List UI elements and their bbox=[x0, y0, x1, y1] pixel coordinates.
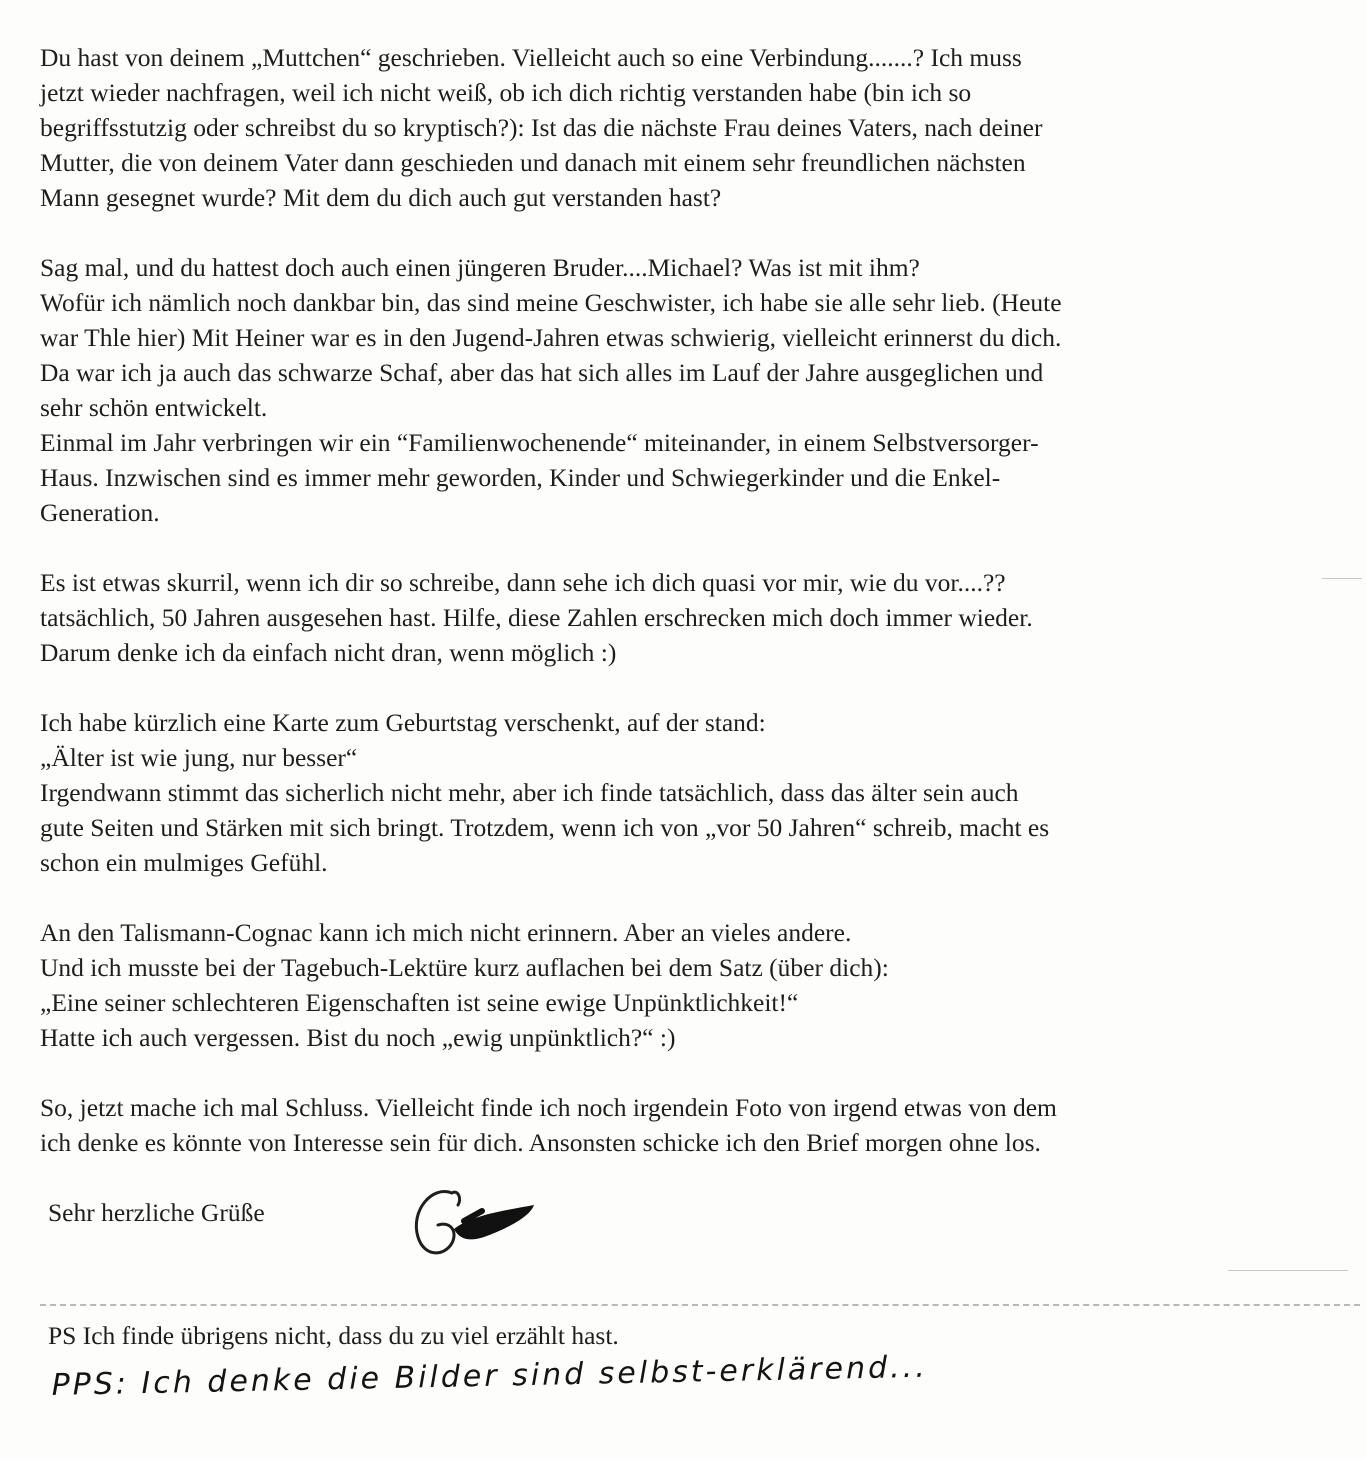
letter-line: sehr schön entwickelt. bbox=[40, 393, 268, 422]
letter-line: Einmal im Jahr verbringen wir ein “Familienwochenende“ miteinander, in einem Selbstversorger- bbox=[40, 428, 1039, 457]
letter-line: Ich habe kürzlich eine Karte zum Geburtstag verschenkt, auf der stand: bbox=[40, 708, 766, 737]
letter-line: begriffsstutzig oder schreibst du so kryptisch?): Ist das die nächste Frau deines Vaters, nach deiner bbox=[40, 113, 1043, 142]
letter-line: Und ich musste bei der Tagebuch-Lektüre kurz auflachen bei dem Satz (über dich): bbox=[40, 953, 889, 982]
letter-line: Wofür ich nämlich noch dankbar bin, das sind meine Geschwister, ich habe sie alle sehr lieb. (Heute bbox=[40, 288, 1062, 317]
letter-line: Sag mal, und du hattest doch auch einen jüngeren Bruder....Michael? Was ist mit ihm? bbox=[40, 253, 920, 282]
letter-line: „Eine seiner schlechteren Eigenschaften ist seine ewige Unpünktlichkeit!“ bbox=[40, 988, 799, 1017]
letter-body bbox=[40, 40, 1270, 1275]
letter-line: Mutter, die von deinem Vater dann geschieden und danach mit einem sehr freundlichen nächsten bbox=[40, 148, 1026, 177]
letter-line: An den Talismann-Cognac kann ich mich nicht erinnern. Aber an vieles andere. bbox=[40, 918, 852, 947]
letter-line: ich denke es könnte von Interesse sein für dich. Ansonsten schicke ich den Brief morgen ohne los. bbox=[40, 1128, 1041, 1157]
tear-off-divider bbox=[40, 1304, 1360, 1306]
postscript: PS Ich finde übrigens nicht, dass du zu viel erzählt hast. bbox=[48, 1321, 619, 1350]
letter-line: „Älter ist wie jung, nur besser“ bbox=[40, 743, 358, 772]
handwritten-signature-icon bbox=[402, 1171, 552, 1271]
letter-paragraph bbox=[40, 1090, 1270, 1160]
letter-line: war Thle hier) Mit Heiner war es in den Jugend-Jahren etwas schwierig, vielleicht erinnerst du dich. bbox=[40, 323, 1062, 352]
letter-paragraph bbox=[40, 705, 1270, 880]
letter-paragraph bbox=[40, 250, 1270, 530]
letter-line: gute Seiten und Stärken mit sich bringt. Trotzdem, wenn ich von „vor 50 Jahren“ schreib, macht es bbox=[40, 813, 1050, 842]
letter-line: Mann gesegnet wurde? Mit dem du dich auch gut verstanden hast? bbox=[40, 183, 722, 212]
closing-row bbox=[40, 1195, 1270, 1275]
letter-paragraph bbox=[40, 40, 1270, 215]
letter-line: Da war ich ja auch das schwarze Schaf, aber das hat sich alles im Lauf der Jahre ausgeglichen und bbox=[40, 358, 1044, 387]
letter-line: Darum denke ich da einfach nicht dran, wenn möglich :) bbox=[40, 638, 617, 667]
letter-line: Es ist etwas skurril, wenn ich dir so schreibe, dann sehe ich dich quasi vor mir, wie du vor....?? bbox=[40, 568, 1006, 597]
closing-greeting: Sehr herzliche Grüße bbox=[48, 1198, 265, 1227]
letter-line: So, jetzt mache ich mal Schluss. Vielleicht finde ich noch irgendein Foto von irgend etwas von dem bbox=[40, 1093, 1057, 1122]
letter-paragraph bbox=[40, 565, 1270, 670]
letter-line: Haus. Inzwischen sind es immer mehr geworden, Kinder und Schwiegerkinder und die Enkel- bbox=[40, 463, 1001, 492]
letter-paragraph bbox=[40, 915, 1270, 1055]
handwritten-postscript: PPS: Ich denke die Bilder sind selbst-erklärend... bbox=[51, 1349, 929, 1403]
letter-line: jetzt wieder nachfragen, weil ich nicht weiß, ob ich dich richtig verstanden habe (bin ich so bbox=[40, 78, 972, 107]
letter-line: Hatte ich auch vergessen. Bist du noch „ewig unpünktlich?“ :) bbox=[40, 1023, 676, 1052]
letter-line: Irgendwann stimmt das sicherlich nicht mehr, aber ich finde tatsächlich, dass das älter sein auch bbox=[40, 778, 1019, 807]
letter-line: schon ein mulmiges Gefühl. bbox=[40, 848, 328, 877]
letter-line: Du hast von deinem „Muttchen“ geschrieben. Vielleicht auch so eine Verbindung.......? Ich muss bbox=[40, 43, 1022, 72]
letter-line: tatsächlich, 50 Jahren ausgesehen hast. Hilfe, diese Zahlen erschrecken mich doch immer wieder. bbox=[40, 603, 1033, 632]
scan-artifact bbox=[1322, 578, 1362, 579]
letter-line: Generation. bbox=[40, 498, 160, 527]
